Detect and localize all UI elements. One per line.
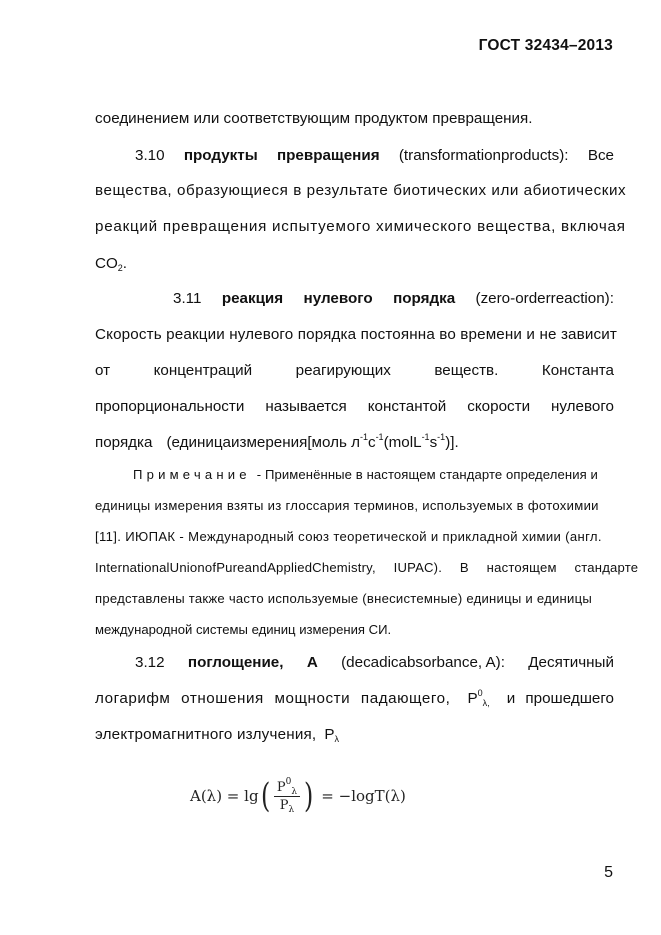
fraction-numerator: $P^0_\lambda$ <box>274 780 300 797</box>
definition-3-11-line-5 <box>95 433 614 453</box>
definition-text: электромагнитного излучения, <box>95 726 317 743</box>
definition-text: вещества, образующиеся в результате биотических или абиотических <box>95 182 627 199</box>
term-word-1: реакция <box>221 290 284 307</box>
word: веществ. <box>434 362 499 379</box>
word: Константа <box>541 362 614 379</box>
definition-lead: Десятичный <box>528 654 614 671</box>
term-english: (decadicabsorbance, A): <box>341 654 505 671</box>
p0-symbol: $P^0_{\lambda,}$ <box>467 688 490 708</box>
term-word-2: превращения <box>276 147 380 164</box>
definition-3-11-line-3 <box>95 361 614 381</box>
co2-formula: $CO_2$. <box>95 255 128 273</box>
word: нулевого <box>551 398 614 415</box>
note-text: единицы измерения взяты из глоссария терминов, используемых в фотохимии <box>95 498 599 513</box>
continuation-text: соединением или соответствующим продуктом превращения. <box>95 110 533 127</box>
term: поглощение, <box>187 654 284 671</box>
term-word-2: нулевого <box>303 290 373 307</box>
note-line-4 <box>95 559 639 577</box>
definition-text: логарифм отношения мощности падающего, <box>95 690 451 707</box>
note-text: InternationalUnionofPureandAppliedChemistry, IUPAC). В настоящем стандарте <box>95 560 639 575</box>
note-line-2 <box>95 497 614 515</box>
note-line-3 <box>95 528 614 546</box>
word: реагирующих <box>295 362 391 379</box>
definition-3-10-line-3 <box>95 217 626 237</box>
definition-lead: Все <box>587 147 614 164</box>
definition-3-12-line-2 <box>95 689 614 709</box>
document-code: ГОСТ 32434–2013 <box>478 37 613 54</box>
note-line-1 <box>133 466 614 484</box>
term-english: (zero-orderreaction): <box>475 290 614 307</box>
page-number: 5 <box>604 864 613 881</box>
word: концентраций <box>153 362 253 379</box>
clause-number: 3.12 <box>135 654 165 671</box>
term-english: (transformationproducts): <box>398 147 569 164</box>
definition-3-12-line-3 <box>95 725 614 745</box>
note-text: представлены также часто используемые (внесистемные) единицы и единицы <box>95 591 592 606</box>
definition-3-12-line-1 <box>135 653 614 673</box>
p-lambda-symbol: $P_\lambda$ <box>324 726 339 744</box>
definition-3-10-line-4 <box>95 254 614 274</box>
clause-number: 3.10 <box>135 147 165 164</box>
word: константой <box>367 398 447 415</box>
clause-number: 3.11 <box>173 290 202 307</box>
left-paren: ( <box>260 776 270 816</box>
word: от <box>95 362 111 379</box>
term-symbol: A <box>306 654 318 671</box>
units-lead: порядка <box>95 434 153 451</box>
definition-text: реакций превращения испытуемого химического вещества, включая <box>95 218 626 235</box>
note-line-6 <box>95 621 614 639</box>
formula-fraction <box>274 776 300 815</box>
formula-rhs: = −logT(λ) <box>321 787 406 805</box>
formula-lhs: A(λ) = lg <box>190 787 259 805</box>
definition-3-11-line-2 <box>95 325 617 345</box>
note-label: Примечание <box>133 467 251 482</box>
definition-3-10-line-2 <box>95 181 627 201</box>
definition-3-10-line-1 <box>135 146 614 166</box>
units-expression: (единицаизмерения[моль $л^{-1}с^{-1}(molL^{-1}s^{-1})$]. <box>166 432 459 451</box>
word: называется <box>265 398 347 415</box>
definition-3-11-line-4 <box>95 397 614 417</box>
absorbance-formula <box>190 770 406 822</box>
definition-text: Скорость реакции нулевого порядка постоянна во времени и не зависит <box>95 326 617 343</box>
note-text: - Применённые в настоящем стандарте определения и <box>256 467 598 482</box>
definition-text: и прошедшего <box>506 690 614 707</box>
note-text: международной системы единиц измерения СИ. <box>95 622 392 637</box>
fraction-denominator: $P_\lambda$ <box>279 797 295 815</box>
term-word-3: порядка <box>393 290 456 307</box>
note-line-5 <box>95 590 614 608</box>
word: скорости <box>467 398 531 415</box>
term-word-1: продукты <box>183 147 258 164</box>
right-paren: ) <box>304 776 314 816</box>
definition-3-11-line-1 <box>173 289 614 309</box>
paragraph-continuation <box>95 109 614 129</box>
word: пропорциональности <box>95 398 245 415</box>
note-text: [11]. ИЮПАК - Международный союз теоретической и прикладной химии (англ. <box>95 529 602 544</box>
